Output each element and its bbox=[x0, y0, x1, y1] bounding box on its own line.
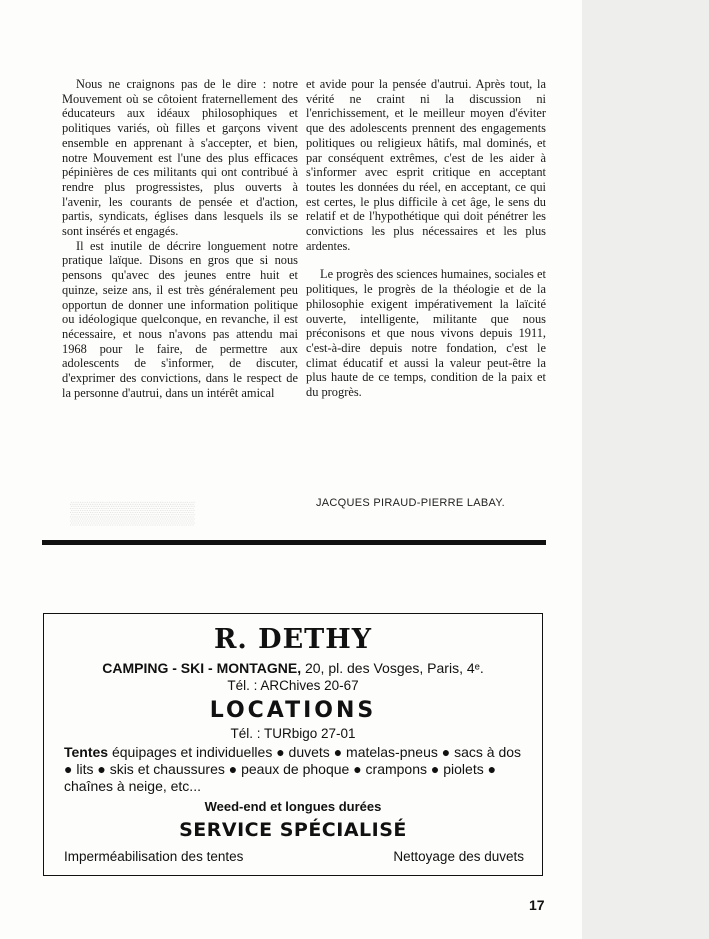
ad-locations-heading: LOCATIONS bbox=[209, 698, 377, 723]
author-signature: JACQUES PIRAUD-PIERRE LABAY. bbox=[316, 497, 505, 509]
article-paragraph: Le progrès des sciences humaines, sociales et politiques, le progrès de la théologie et de la philosophie exigent impérativement la laïcité ouverte, intelligente, militante que nous préconisons et que nous vivons depuis 1911, c'est-à-dire depuis notre fondation, c'est le climat éducatif et aussi la valeur peut-être la plus haute de ce temps, condition de la paix et du progrès. bbox=[306, 267, 546, 400]
article-paragraph: et avide pour la pensée d'autrui. Après tout, la vérité ne craint ni la discussion ni l'enrichissement, et le meilleur moyen d'éviter que des adolescents prennent des engagements politiques ou religieux hâtifs, mal dominés, et par conséquent extrêmes, c'est de les aider à s'informer avec esprit critique en acceptant toutes les données du réel, en acceptant, ce qui est certes, le plus difficile à cet âge, le sens du relatif et de l'hypothétique qui doit pénétrer les convictions les plus nécessaires et les plus ardentes. bbox=[306, 77, 546, 253]
article-paragraph: Nous ne craignons pas de le dire : notre Mouvement où se côtoient fraternellement des éducateurs aux idéaux philosophiques et politiques variés, où filles et garçons vivent ensemble en apprenant à s'accepter, et bien, notre Mouvement est l'une des plus efficaces pépinières de ces militants qui ont contribué à rendre plus progressistes, plus ouverts à l'avenir, les courants de pensée et d'action, partis, syndicats, églises dans lesquels ils se sont insérés et engagés. bbox=[62, 77, 298, 239]
ad-rental-durations: Weed-end et longues durées bbox=[204, 799, 382, 814]
ad-address-activities: CAMPING - SKI - MONTAGNE, bbox=[102, 660, 302, 676]
ad-telephone-locations: Tél. : TURbigo 27-01 bbox=[230, 726, 356, 741]
ad-service-heading: SERVICE SPÉCIALISÉ bbox=[179, 819, 407, 841]
ad-address bbox=[44, 660, 542, 676]
ad-address-street: 20, pl. des Vosges, Paris, 4ᵉ. bbox=[301, 660, 484, 676]
ad-items-lead: Tentes bbox=[64, 744, 109, 760]
page-number: 17 bbox=[529, 897, 545, 913]
ad-service-cleaning: Nettoyage des duvets bbox=[393, 849, 524, 864]
ad-telephone: Tél. : ARChives 20-67 bbox=[227, 678, 359, 693]
ad-items-list: équipages et individuelles ● duvets ● matelas-pneus ● sacs à dos ● lits ● skis et chaussures ● peaux de phoque ● crampons ● piolets ● chaînes à neige, etc... bbox=[64, 744, 522, 794]
ad-title: R. DETHY bbox=[213, 624, 373, 655]
bleed-through-text: ▒▒▒▒▒▒▒▒ bbox=[70, 500, 195, 525]
scan-margin bbox=[582, 0, 709, 939]
section-divider bbox=[42, 540, 546, 545]
advertisement-box bbox=[43, 613, 543, 876]
ad-rental-items bbox=[64, 744, 526, 795]
article-paragraph: Il est inutile de décrire longuement notre pratique laïque. Disons en gros que si nous pensons qu'avec des jeunes entre huit et quinze, seize ans, il est très généralement peu opportun de donner une information politique ou idéologique quelconque, en revanche, il est nécessaire, et nous n'avons pas attendu mai 1968 pour le faire, de permettre aux adolescents de s'informer, de discuter, d'exprimer des convictions, dans le respect de la personne d'autrui, dans un intérêt amical bbox=[62, 238, 298, 400]
article-right-column bbox=[306, 77, 546, 400]
ad-service-waterproofing: Imperméabilisation des tentes bbox=[64, 849, 244, 864]
article-left-column bbox=[62, 77, 298, 400]
